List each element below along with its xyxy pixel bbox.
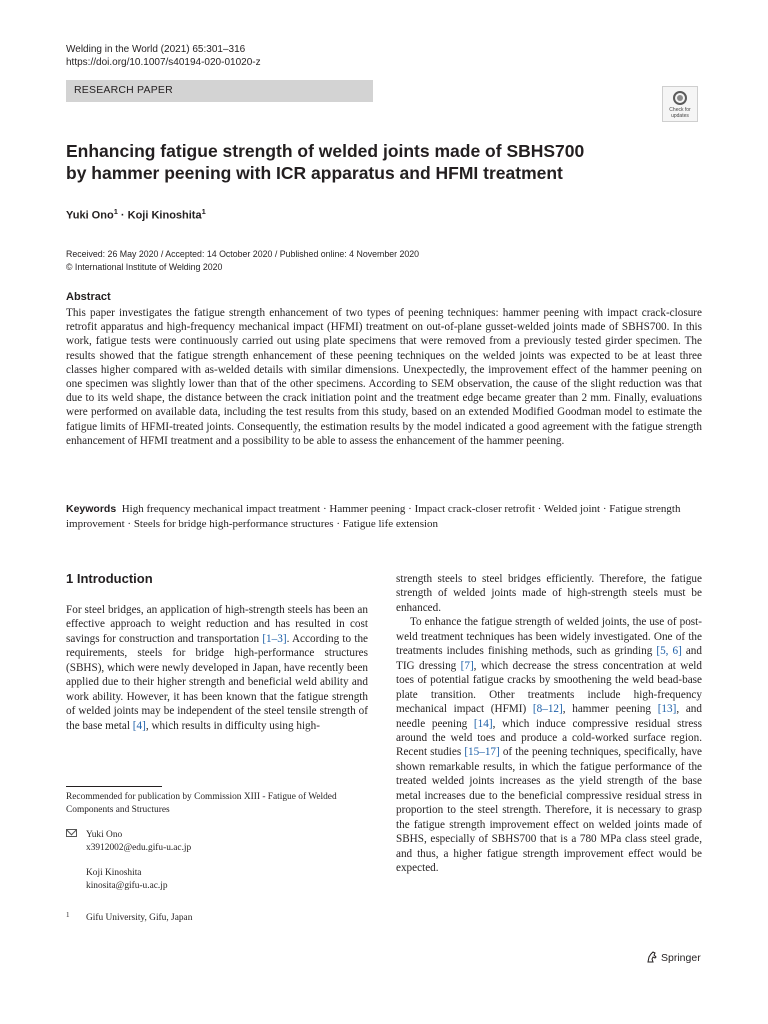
footnote-divider bbox=[66, 786, 162, 787]
check-for-updates-label: Check for updates bbox=[669, 107, 691, 119]
left-column-text bbox=[66, 603, 368, 733]
paragraph: strength steels to steel bridges efficiently. Therefore, the fatigue strength of welded joints made of high-strength steels must be enhanced. bbox=[396, 573, 702, 614]
title-line-1: Enhancing fatigue strength of welded joints made of SBHS700 bbox=[66, 141, 585, 161]
text-run: , hammer peening bbox=[562, 703, 658, 716]
text-run: , which decrease the stress concentration at weld toes of potential fatigue cracks by smoothening the weld bead-base plate transition. Other treatments include high-frequency mechanical impact (HFMI) bbox=[396, 659, 702, 716]
article-type-band bbox=[66, 80, 373, 102]
citation-link[interactable]: [5, 6] bbox=[656, 645, 682, 658]
contact-name: Yuki Ono bbox=[86, 830, 123, 840]
publisher-logo bbox=[646, 951, 701, 964]
citation-link[interactable]: [15–17] bbox=[464, 746, 500, 759]
keywords-block bbox=[66, 502, 702, 531]
text-run: and TIG dressing bbox=[396, 645, 702, 672]
keywords-text: High frequency mechanical impact treatment · Hammer peening · Impact crack-closer retrofit · Welded joint · Fatigue strength improvement · Steels for bridge high-performance structures · Fatigue life extension bbox=[66, 503, 681, 530]
copyright-line: © International Institute of Welding 2020 bbox=[66, 262, 223, 272]
paper-title bbox=[66, 140, 666, 184]
abstract-heading: Abstract bbox=[66, 291, 111, 303]
springer-horse-icon bbox=[646, 951, 658, 963]
article-type-label: RESEARCH PAPER bbox=[74, 84, 173, 96]
text-run: , which results in difficulty using high- bbox=[145, 719, 320, 732]
paragraph bbox=[66, 603, 368, 733]
publisher-name: Springer bbox=[661, 952, 701, 964]
contact-email[interactable]: kinosita@gifu-u.ac.jp bbox=[86, 880, 168, 891]
keywords-label: Keywords bbox=[66, 503, 117, 515]
affiliation-number: 1 bbox=[66, 911, 70, 919]
history-dates: Received: 26 May 2020 / Accepted: 14 October 2020 / Published online: 4 November 2020 bbox=[66, 249, 420, 259]
text-run: To enhance the fatigue strength of welded joints, the use of post-weld treatment techniques has been widely investigated. One of the treatments includes finishing methods, such as grinding bbox=[396, 616, 702, 658]
contact-lines bbox=[86, 829, 346, 892]
text-run: , and needle peening bbox=[396, 703, 702, 730]
envelope-icon bbox=[66, 829, 77, 837]
doi-link[interactable]: https://doi.org/10.1007/s40194-020-01020-z bbox=[66, 57, 261, 68]
paragraph bbox=[396, 615, 702, 875]
text-run: of the peening techniques, specifically, have shown remarkable results, in which the fatigue performance of the treated welded joints increases as the yield strength of the base metal increases due to the beneficial compressive residual stress in proportion to the steel strength. Therefore, it is necessary to grasp the fatigue strength improvement effect on welded joints made of SBHS, especially of SBHS700 that is a 780 MPa class steel grade, and thus, a higher fatigue strength improvement effect would be expected. bbox=[396, 746, 703, 875]
author-list bbox=[66, 207, 206, 222]
citation-link[interactable]: [14] bbox=[473, 717, 493, 730]
abstract-text: This paper investigates the fatigue strength enhancement of two types of peening techniques: hammer peening with impact crack-closure retrofit apparatus and high-frequency mechanical impact (HFMI) treatment on out-of-plane gusset-welded joints made of SBHS700. In this work, fatigue tests were continuously carried out using plate specimens that were removed from a previously tested girder specimen. The results showed that the fatigue strength enhancement of these peening techniques on the welded joints was expected to be at least three classes higher compared with as-welded details with similar dimensions. Unexpectedly, the improvement effect of the hammer peening on one specimen was slightly lower than that of the other specimens. According to SEM observation, the cause of the slight reduction was that due to its weld shape, the distance between the crack initiation point and the treatment edge became greater than 2 mm. Finally, evaluations were performed on available data, including the test results from this study, based on an extended Modified Goodman model to estimate the fatigue limits of HFMI-treated joints. Consequently, the estimation results by the model indicated a good agreement with the fatigue strength enhancement of HFMI treatment and a possibility to be able to assess the enhancement of the hammer peening. bbox=[66, 307, 702, 447]
affiliation-text: Gifu University, Gifu, Japan bbox=[86, 913, 193, 923]
recommendation-footnote: Recommended for publication by Commission XIII - Fatigue of Welded Components and Structures bbox=[66, 792, 337, 815]
citation-link[interactable]: [1–3] bbox=[262, 632, 287, 645]
author-name: Yuki Ono bbox=[66, 209, 114, 222]
journal-citation: Welding in the World (2021) 65:301–316 bbox=[66, 44, 246, 55]
title-line-2: by hammer peening with ICR apparatus and HFMI treatment bbox=[66, 163, 563, 183]
contact-spacer bbox=[86, 854, 346, 867]
contact-name: Koji Kinoshita bbox=[86, 868, 142, 878]
citation-link[interactable]: [4] bbox=[132, 719, 146, 732]
citation-link[interactable]: [8–12] bbox=[532, 703, 563, 716]
author-affiliation-marker: 1 bbox=[113, 207, 118, 216]
citation-link[interactable]: [7] bbox=[460, 659, 474, 672]
text-run: For steel bridges, an application of high-strength steels has been an effective approach to weight reduction and has resulted in cost savings for construction and transportation bbox=[66, 604, 368, 645]
author-affiliation-marker: 1 bbox=[201, 207, 206, 216]
contact-email[interactable]: x3912002@edu.gifu-u.ac.jp bbox=[86, 842, 192, 853]
section-heading-introduction: 1 Introduction bbox=[66, 571, 153, 586]
author-separator: · bbox=[117, 209, 128, 222]
text-run: , which induce compressive residual stress around the weld toes and produce a cold-worked surface region. Recent studies bbox=[396, 717, 702, 759]
author-name: Koji Kinoshita bbox=[127, 209, 202, 222]
right-column-text bbox=[396, 572, 702, 876]
citation-link[interactable]: [13] bbox=[657, 703, 677, 716]
journal-header bbox=[66, 43, 261, 69]
text-run: . According to the requirements, steels for bridge high-performance structures (SBHS), which were newly developed in Japan, have recently been applied due to their higher strength and beneficial weld ability and work ability. However, it has been known that the fatigue strength of welded joints may be independent of the steel tensile strength of the base metal bbox=[66, 632, 368, 732]
check-for-updates-badge[interactable] bbox=[662, 86, 698, 122]
check-for-updates-icon bbox=[673, 91, 687, 105]
publication-dates bbox=[66, 248, 419, 274]
